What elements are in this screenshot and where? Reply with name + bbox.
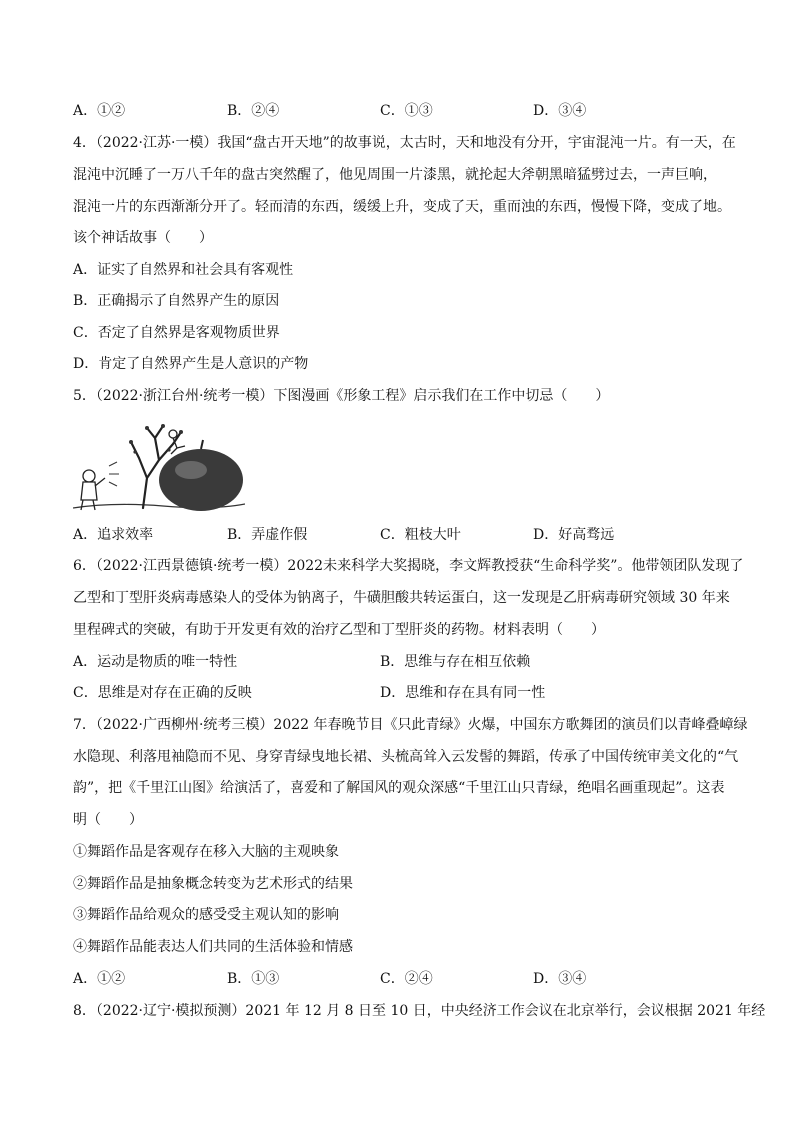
q4-option-d: D．肯定了自然界产生是人意识的产物 bbox=[73, 356, 309, 372]
q6-stem-line-1: 6．（2022·江西景德镇·统考一模）2022未来科学大奖揭晓，李文辉教授获“生命科学奖”。他带领团队发现了 bbox=[73, 558, 744, 574]
q4-option-c: C．否定了自然界是客观物质世界 bbox=[73, 325, 280, 341]
q7-stem-line-1: 7．（2022·广西柳州·统考三模）2022 年春晚节目《只此青绿》火爆，中国东方歌舞团的演员们以青峰叠嶂绿 bbox=[73, 717, 748, 733]
q5-option-d: D．好高骛远 bbox=[533, 527, 615, 543]
q7-option-c: C．②④ bbox=[380, 971, 433, 987]
q4-stem-line-2: 混沌中沉睡了一万八千年的盘古突然醒了，他见周围一片漆黑，就抡起大斧朝黑暗猛劈过去，一声巨响， bbox=[73, 167, 717, 183]
q3-options bbox=[73, 102, 733, 120]
q3-option-b: B．②④ bbox=[227, 103, 280, 119]
q5-option-a: A．追求效率 bbox=[73, 527, 154, 543]
q6-option-b: B．思维与存在相互依赖 bbox=[380, 654, 531, 670]
q6-options-row-1 bbox=[73, 653, 733, 671]
q6-option-d: D．思维和存在具有同一性 bbox=[380, 685, 546, 701]
q7-options bbox=[73, 970, 733, 988]
q4-option-a: A．证实了自然界和社会具有客观性 bbox=[73, 262, 294, 278]
q6-options-row-2 bbox=[73, 684, 733, 702]
q4-stem-line-1: 4．（2022·江苏·一模）我国“盘古开天地”的故事说，太古时，天和地没有分开，宇宙混沌一片。有一天，在 bbox=[73, 135, 736, 151]
q7-stem-line-2: 水隐现、利落甩袖隐而不见、身穿青绿曳地长裙、头梳高耸入云发髻的舞蹈，传承了中国传统审美文化的“气 bbox=[73, 749, 739, 765]
q4-stem-line-3: 混沌一片的东西渐渐分开了。轻而清的东西，缓缓上升，变成了天，重而浊的东西，慢慢下降，变成了地。 bbox=[73, 199, 731, 215]
q7-item-4: ④舞蹈作品能表达人们共同的生活体验和情感 bbox=[73, 939, 353, 955]
q7-item-2: ②舞蹈作品是抽象概念转变为艺术形式的结果 bbox=[73, 876, 353, 892]
q8-stem-line-1: 8．（2022·辽宁·模拟预测）2021 年 12 月 8 日至 10 日，中央经济工作会议在北京举行，会议根据 2021 年经 bbox=[73, 1003, 766, 1019]
q4-stem-line-4: 该个神话故事（ ） bbox=[73, 230, 213, 246]
q7-option-d: D．③④ bbox=[533, 971, 587, 987]
q6-stem-line-2: 乙型和丁型肝炎病毒感染人的受体为钠离子，牛磺胆酸共转运蛋白，这一发现是乙肝病毒研究领域 30 年来 bbox=[73, 590, 730, 606]
q6-stem-line-3: 里程碑式的突破，有助于开发更有效的治疗乙型和丁型肝炎的药物。材料表明（ ） bbox=[73, 622, 605, 638]
q5-stem: 5．（2022·浙江台州·统考一模）下图漫画《形象工程》启示我们在工作中切忌（ ） bbox=[73, 388, 610, 404]
q7-stem-line-4: 明（ ） bbox=[73, 812, 143, 828]
cartoon-image bbox=[73, 418, 245, 512]
q5-options bbox=[73, 526, 733, 544]
q3-option-c: C．①③ bbox=[380, 103, 433, 119]
q7-item-3: ③舞蹈作品给观众的感受受主观认知的影响 bbox=[73, 907, 339, 923]
q5-option-c: C．粗枝大叶 bbox=[380, 527, 461, 543]
q3-option-d: D．③④ bbox=[533, 103, 587, 119]
q4-option-b: B．正确揭示了自然界产生的原因 bbox=[73, 293, 280, 309]
q7-stem-line-3: 韵”，把《千里江山图》给演活了，喜爱和了解国风的观众深感“千里江山只青绿，绝唱名画重现起”。这表 bbox=[73, 780, 725, 796]
q7-option-a: A．①② bbox=[73, 971, 126, 987]
q7-item-1: ①舞蹈作品是客观存在移入大脑的主观映象 bbox=[73, 844, 339, 860]
q7-option-b: B．①③ bbox=[227, 971, 280, 987]
q6-option-c: C．思维是对存在正确的反映 bbox=[73, 685, 252, 701]
q6-option-a: A．运动是物质的唯一特性 bbox=[73, 654, 238, 670]
q5-option-b: B．弄虚作假 bbox=[227, 527, 308, 543]
q3-option-a: A．①② bbox=[73, 103, 126, 119]
